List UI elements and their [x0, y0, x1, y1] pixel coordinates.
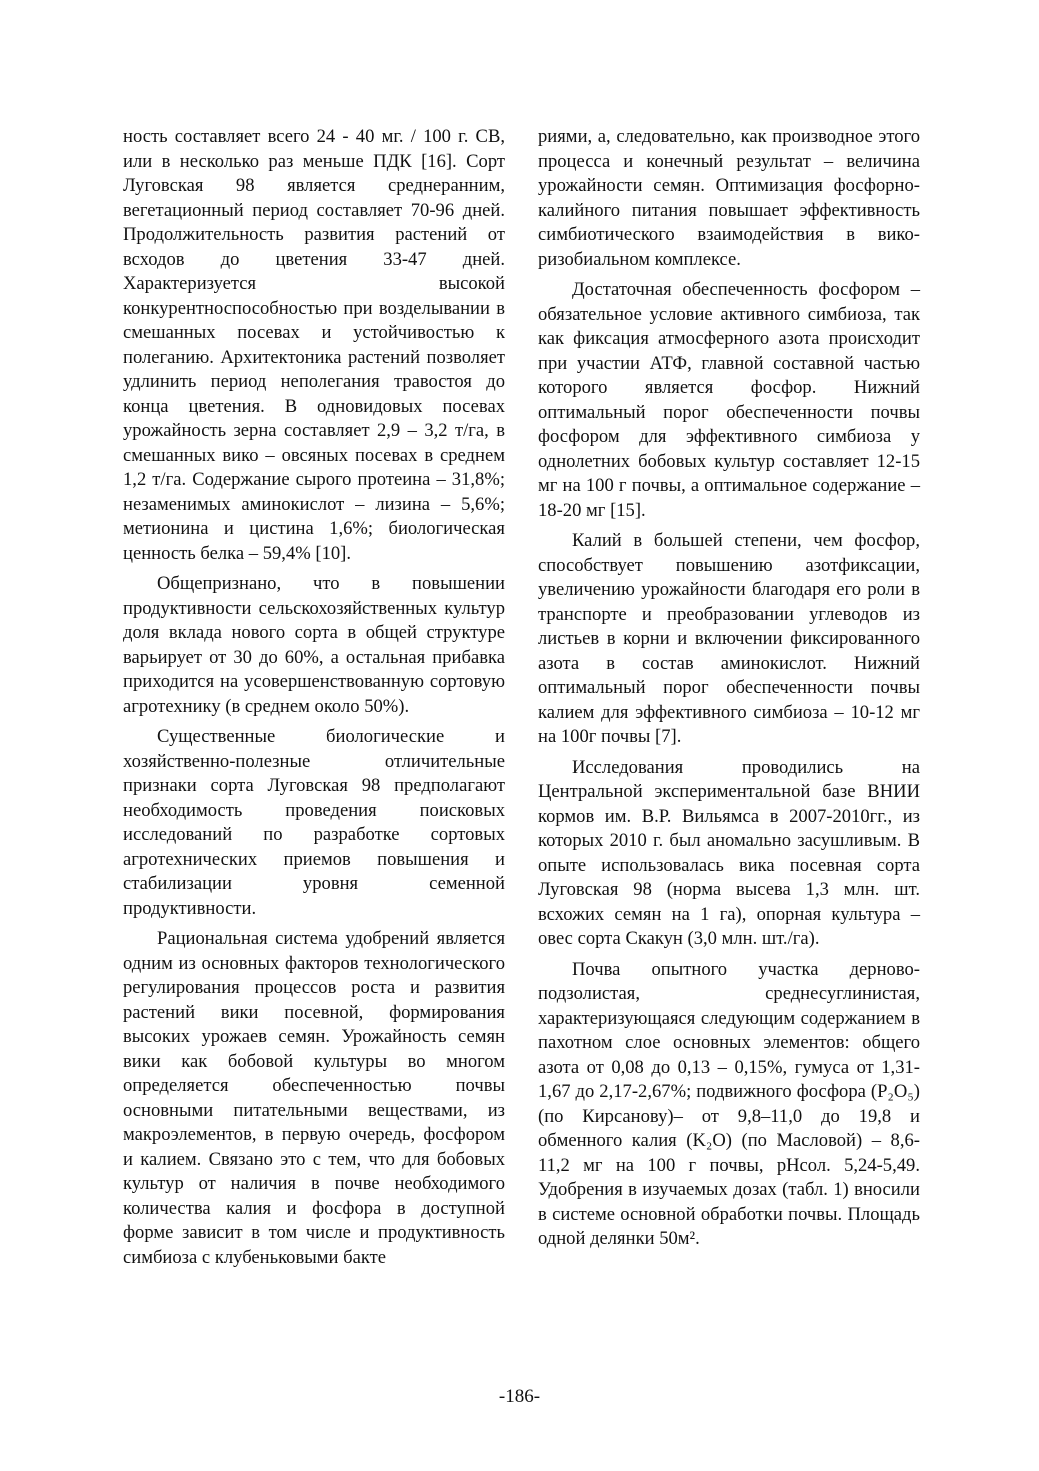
paragraph: Калий в большей степени, чем фосфор, способствует повышению азотфиксации, увеличению урожайности благодаря его роли в транспорте и преобразовании углеводов из листьев в корни и включении фиксированного азота в состав аминокислот. Нижний оптимальный порог обеспеченности почвы калием для эффективного симбиоза – 10-12 мг на 100г почвы [7]. [538, 530, 920, 747]
paragraph: Достаточная обеспеченность фосфором – обязательное условие активного симбиоза, так как фиксация атмосферного азота происходит при участии АТФ, главной составной частью которого является фосфор. Нижний оптимальный порог обеспеченности почвы фосфором для эффективного симбиоза у однолетних бобовых культур составляет 12-15 мг на 100 г почвы, а оптимальное содержание – 18-20 мг [15]. [538, 279, 920, 521]
paragraph: Почва опытного участка дерново-подзолистая, среднесуглинистая, характеризующаяся следующим содержанием в пахотном слое основных элементов: общего азота от 0,08 до 0,13 – 0,15%, гумуса от 1,31-1,67 до 2,17-2,67%; подвижного фосфора (P₂O₅) (по Кирсанову)– от 9,8–11,0 до 19,8 и обменного калия (K₂O) (по Масловой) – 8,6-11,2 мг на 100 г почвы, pHсол. 5,24-5,49. Удобрения в изучаемых дозах (табл. 1) вносили в системе основной обработки почвы. Площадь одной делянки 50м². [538, 958, 920, 1249]
right-column [538, 125, 920, 1258]
paragraph: риями, а, следовательно, как производное этого процесса и конечный результат – величина урожайности семян. Оптимизация фосфорно-калийного питания повышает эффективность симбиотического взаимодействия в вико-ризобиальном комплексе. [538, 126, 920, 270]
paragraph: Исследования проводились на Центральной экспериментальной базе ВНИИ кормов им. В.Р. Вильямса в 2007-2010гг., из которых 2010 г. был аномально засушливым. В опыте использовалась вика посевная сорта Луговская 98 (норма высева 1,3 млн. шт. всхожих семян на 1 га), опорная культура – овес сорта Скакун (3,0 млн. шт./га). [538, 756, 920, 949]
paragraph: ность составляет всего 24 - 40 мг. / 100 г. СВ, или в несколько раз меньше ПДК [16]. Сорт Луговская 98 является среднеранним, вегетационный период составляет 70-96 дней. Продолжительность развития растений от всходов до цветения 33-47 дней. Характеризуется высокой конкурентноспособностью при возделывании в смешанных посевах и устойчивостью к полеганию. Архитектоника растений позволяет удлинить период неполегания травостоя до конца цветения. В одновидовых посевах урожайность зерна составляет 2,9 – 3,2 т/га, в смешанных вико – овсяных посевах в среднем 1,2 т/га. Содержание сырого протеина – 31,8%; незаменимых аминокислот – лизина – 5,6%; метионина и цистина 1,6%; биологическая ценность белка – 59,4% [10]. [123, 126, 505, 564]
paragraph: Общепризнано, что в повышении продуктивности сельскохозяйственных культур доля вклада нового сорта в общей структуре варьирует от 30 до 60%, а остальная прибавка приходится на усовершенствованную сортовую агротехнику (в среднем около 50%). [123, 573, 505, 717]
page-number: -186- [498, 1386, 541, 1407]
left-column [123, 125, 505, 1276]
paragraph: Существенные биологические и хозяйственно-полезные отличительные признаки сорта Луговская 98 предполагают необходимость проведения поисковых исследований по разработке сортовых агротехнических приемов повышения и стабилизации уровня семенной продуктивности. [123, 726, 505, 919]
paragraph: Рациональная система удобрений является одним из основных факторов технологического регулирования процессов роста и развития растений вики посевной, формирования высоких урожаев семян. Урожайность семян вики как бобовой культуры во многом определяется обеспеченностью почвы основными питательными веществами, из макроэлементов, в первую очередь, фосфором и калием. Связано это с тем, что для бобовых культур от наличия в почве необходимого количества калия и фосфора в доступной форме зависит в том числе и продуктивность симбиоза с клубеньковыми бакте [123, 928, 505, 1268]
